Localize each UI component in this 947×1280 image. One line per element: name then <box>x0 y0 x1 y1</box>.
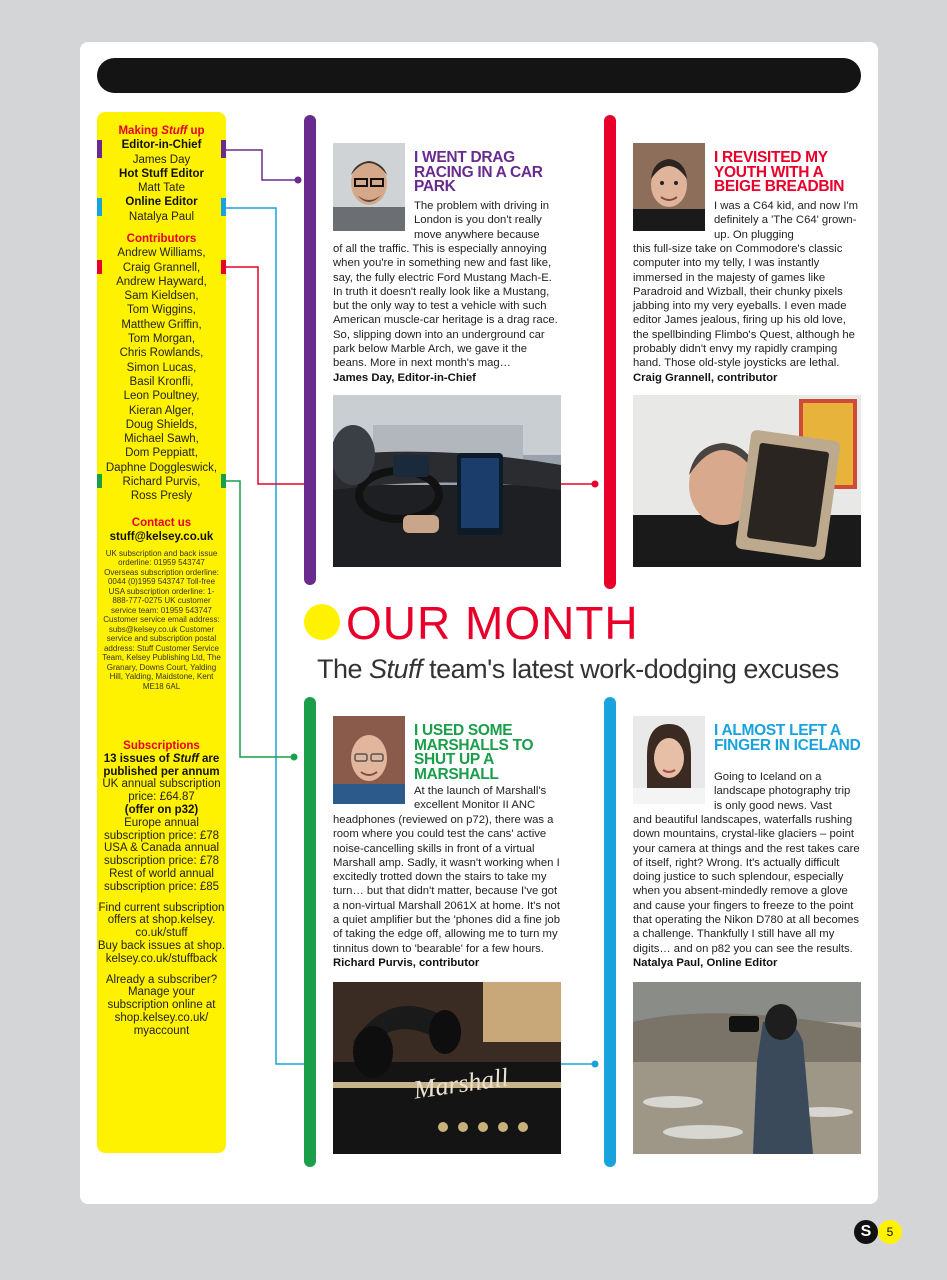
amp-logo-text: Marshall <box>411 1062 511 1105</box>
natalya-paul-portrait <box>633 716 705 804</box>
c64-photo <box>633 395 861 567</box>
rest-of-world-price: Rest of world annual subscription price: £85 <box>103 867 220 893</box>
contributors-heading: Contributors <box>126 233 197 245</box>
richard-purvis-portrait <box>333 716 405 804</box>
staff-role: Editor-in-Chief <box>121 139 202 152</box>
stuff-logo-badge: S <box>854 1220 878 1244</box>
contributor-name: Andrew Hayward, <box>116 275 207 288</box>
contributor-name: Doug Shields, <box>125 418 198 431</box>
offer-note: (offer on p32) <box>124 803 199 816</box>
story-card-richard <box>333 716 561 1154</box>
uk-price: UK annual subscription price: £64.87 <box>102 778 221 804</box>
section-subtitle: The Stuff team's latest work-dodging excuses <box>317 654 839 684</box>
contributor-name: Ross Presly <box>130 490 193 503</box>
offers-link[interactable]: Find current subscription offers at shop.kelsey. co.uk/stuff <box>98 901 225 940</box>
story-byline: Craig Grannell, contributor <box>633 371 778 384</box>
story-card-natalya <box>633 716 861 1154</box>
staff-role: Hot Stuff Editor <box>119 167 204 180</box>
story-card-james <box>333 143 561 567</box>
story-byline: James Day, Editor-in-Chief <box>333 371 476 384</box>
contributor-name: Leon Poultney, <box>123 390 200 403</box>
craig-grannell-portrait <box>633 143 705 231</box>
europe-price: Europe annual subscription price: £78 <box>103 816 220 842</box>
purple-column-bar <box>304 115 316 585</box>
contributor-name: Matthew Griffin, <box>121 318 202 331</box>
staff-name: Matt Tate <box>137 182 186 195</box>
red-column-bar <box>604 115 616 589</box>
contributor-name: Tom Morgan, <box>127 333 196 346</box>
subscription-small-print: UK subscription and back issue orderline: 01959 543747 Overseas subscription orderline: 0044 (0)1959 543747 Toll-free USA subscription orderline: 1-888-777-0275 UK customer service team: 01959 543747 Customer service email address: subs@kelsey.co.uk Customer service and subscription postal address: Stuff Customer Service Team, Kelsey Publishing Ltd, The Granary, Downs Court, Yalding Hill, Yalding, Maidstone, Kent ME18 6AL <box>102 548 221 691</box>
contributor-name: Andrew Williams, <box>117 247 206 260</box>
story-body: and beautiful landscapes, waterfalls rushing down mountains, crystal-like glaciers – point your camera at things and the rest takes care of itself, right? Wrong. It's actually difficult doing justice to such splendour, especially when you absent-mindedly remove a glove and cause your fingers to freeze to the point that operating the Nikon D780 at all becomes a challenge. Thankfully I still have all my digits… and on p82 you can see the results. Natalya Paul, Online Editor <box>633 814 860 969</box>
manage-subscription-link[interactable]: Already a subscriber? Manage your subscription online at shop.kelsey.co.uk/ myaccount <box>105 973 218 1037</box>
contact-heading: Contact us <box>131 517 192 529</box>
contributor-name: Daphne Doggleswick, <box>105 461 218 474</box>
story-intro: At the launch of Marshall's excellent Monitor II ANC <box>414 785 547 812</box>
marshall-amp-photo <box>333 982 561 1154</box>
contributor-name: Chris Rowlands, <box>119 347 204 360</box>
story-headline: I WENT DRAG RACING IN A CAR PARK <box>414 149 543 195</box>
blue-column-bar <box>604 697 616 1167</box>
story-intro: The problem with driving in London is you don't really move anywhere because <box>414 200 549 241</box>
james-day-portrait <box>333 143 405 231</box>
staff-name: Natalya Paul <box>128 210 195 223</box>
car-interior-photo <box>333 395 561 567</box>
usa-price: USA & Canada annual subscription price: £78 <box>103 842 220 868</box>
contact-email: stuff@kelsey.co.uk <box>109 531 214 544</box>
story-headline: I REVISITED MY YOUTH WITH A BEIGE BREADBIN <box>714 149 845 195</box>
section-title: OUR MONTH <box>346 597 639 649</box>
contributor-name: Simon Lucas, <box>126 361 197 374</box>
back-issues-link[interactable]: Buy back issues at shop. kelsey.co.uk/stuffback <box>97 939 226 965</box>
contributor-name: Richard Purvis, <box>122 476 201 489</box>
green-column-bar <box>304 697 316 1167</box>
story-intro: I was a C64 kid, and now I'm definitely a 'The C64' grown-up. On plugging <box>714 200 859 241</box>
contributor-name: Michael Sawh, <box>124 433 199 446</box>
story-card-craig <box>633 143 861 567</box>
title-yellow-dot <box>304 604 340 640</box>
page-number: 5 <box>878 1220 902 1244</box>
issues-per-annum: 13 issues of Stuff are published per annum <box>103 752 220 778</box>
staff-name: James Day <box>132 153 191 166</box>
contributor-name: Craig Grannell, <box>122 261 201 274</box>
iceland-photographer-photo <box>633 982 861 1154</box>
story-headline: I ALMOST LEFT A FINGER IN ICELAND <box>714 722 861 754</box>
story-body: headphones (reviewed on p72), there was a room where you could test the cans' active noise-cancelling skills in front of a virtual Marshall amp. Sadly, it wasn't working when I excitedly trotted down the stairs to take my turn… but that didn't matter, because I've got a non-virtual Marshall 2061X at home. It's not a quiet amplifier but the 'phones did a fine job of taking the edge off, allowing me to turn my tinnitus down to 'bearable' for a few hours. Richard Purvis, contributor <box>333 814 560 969</box>
staff-role: Online Editor <box>125 196 198 209</box>
subscriptions-heading: Subscriptions <box>123 740 200 752</box>
story-body: of all the traffic. This is especially annoying when you're in something new and fast like, say, the fully electric Ford Mustang Mach-E. In truth it doesn't really look like a Mustang, but the only way to test a vehicle with such American muscle-car heritage is a drag race. So, slipping down into an underground car park below Marble Arch, we gave it the beans. More in next month's mag… James Day, Editor-in-Chief <box>333 243 558 384</box>
story-byline: Richard Purvis, contributor <box>333 956 480 969</box>
story-intro: Going to Iceland on a landscape photography trip is only good news. Vast <box>714 771 851 812</box>
story-body: this full-size take on Commodore's classic computer into my telly, I was instantly immersed in the majesty of games like Paradroid and Wizball, their chunky pixels jabbing into my very eyeballs. I even made editor James jealous, firing up his old love, the spellbinding Flimbo's Quest, although he probably didn't envy my rapidly cramping hand. Those old-style joysticks are lethal. Craig Grannell, contributor <box>633 243 855 384</box>
making-stuff-up-heading: Making Stuff up <box>118 125 205 137</box>
contributor-name: Kieran Alger, <box>128 404 195 417</box>
story-headline: I USED SOME MARSHALLS TO SHUT UP A MARSHALL <box>414 722 534 783</box>
contributor-name: Sam Kieldsen, <box>124 290 199 303</box>
contributor-name: Tom Wiggins, <box>126 304 197 317</box>
contributor-name: Dom Peppiatt, <box>125 447 198 460</box>
story-byline: Natalya Paul, Online Editor <box>633 956 778 969</box>
contributor-name: Basil Kronfli, <box>129 375 194 388</box>
